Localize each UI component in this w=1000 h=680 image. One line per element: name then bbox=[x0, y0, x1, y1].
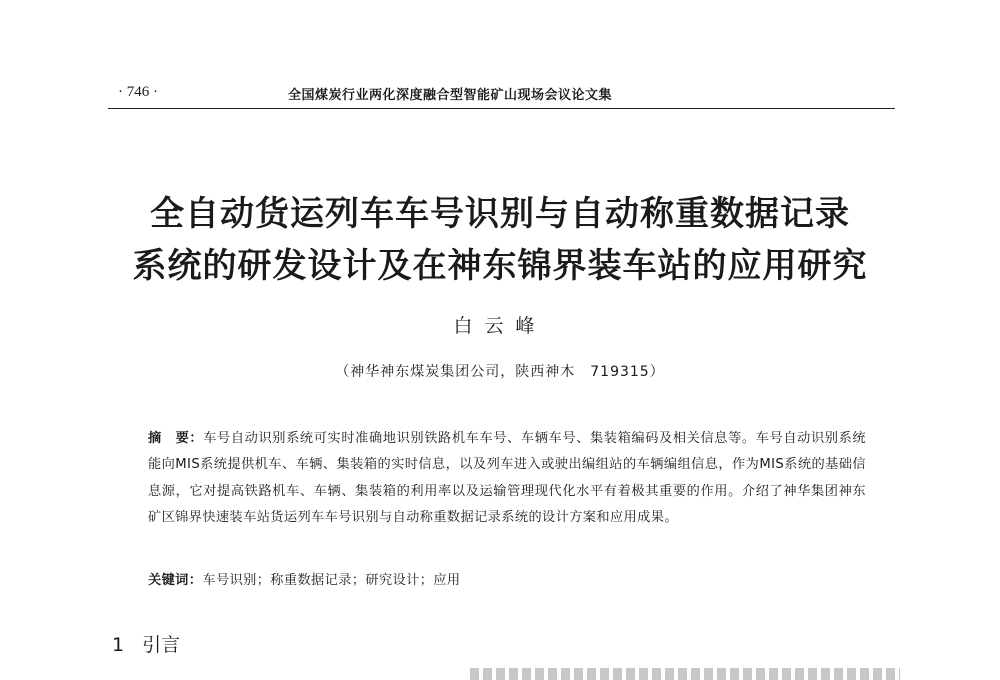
cutoff-text-line bbox=[470, 668, 900, 680]
keywords-label: 关键词： bbox=[148, 573, 203, 588]
running-header bbox=[108, 82, 895, 109]
keywords-text: 车号识别；称重数据记录；研究设计；应用 bbox=[202, 573, 461, 588]
section-title: 引言 bbox=[142, 634, 181, 656]
section-heading bbox=[112, 630, 180, 657]
keywords bbox=[148, 568, 866, 594]
title-line-2: 系统的研发设计及在神东锦界装车站的应用研究 bbox=[132, 246, 868, 286]
abstract bbox=[148, 426, 866, 532]
author-affiliation: （神华神东煤炭集团公司，陕西神木 719315） bbox=[335, 364, 665, 380]
paper-title bbox=[90, 188, 910, 292]
abstract-text: 车号自动识别系统可实时准确地识别铁路机车车号、车辆车号、集装箱编码及相关信息等。车号自动识别系统能向MIS系统提供机车、车辆、集装箱的实时信息，以及列车进入或驶出编组站的车辆编组信息，作为MIS系统的基础信息源，它对提高铁路机车、车辆、集装箱的利用率以及运输管理现代化水平有着极其重要的作用。介绍了神华集团神东矿区锦界快速装车站货运列车车号识别与自动称重数据记录系统的设计方案和应用成果。 bbox=[148, 431, 866, 526]
title-line-1: 全自动货运列车车号识别与自动称重数据记录 bbox=[150, 194, 850, 234]
section-number: 1 bbox=[112, 634, 125, 656]
abstract-label: 摘 要： bbox=[148, 431, 204, 446]
author-name: 白云峰 bbox=[453, 315, 547, 337]
page-number: · 746 · bbox=[118, 84, 158, 100]
journal-title: 全国煤炭行业两化深度融合型智能矿山现场会议论文集 bbox=[288, 88, 613, 103]
